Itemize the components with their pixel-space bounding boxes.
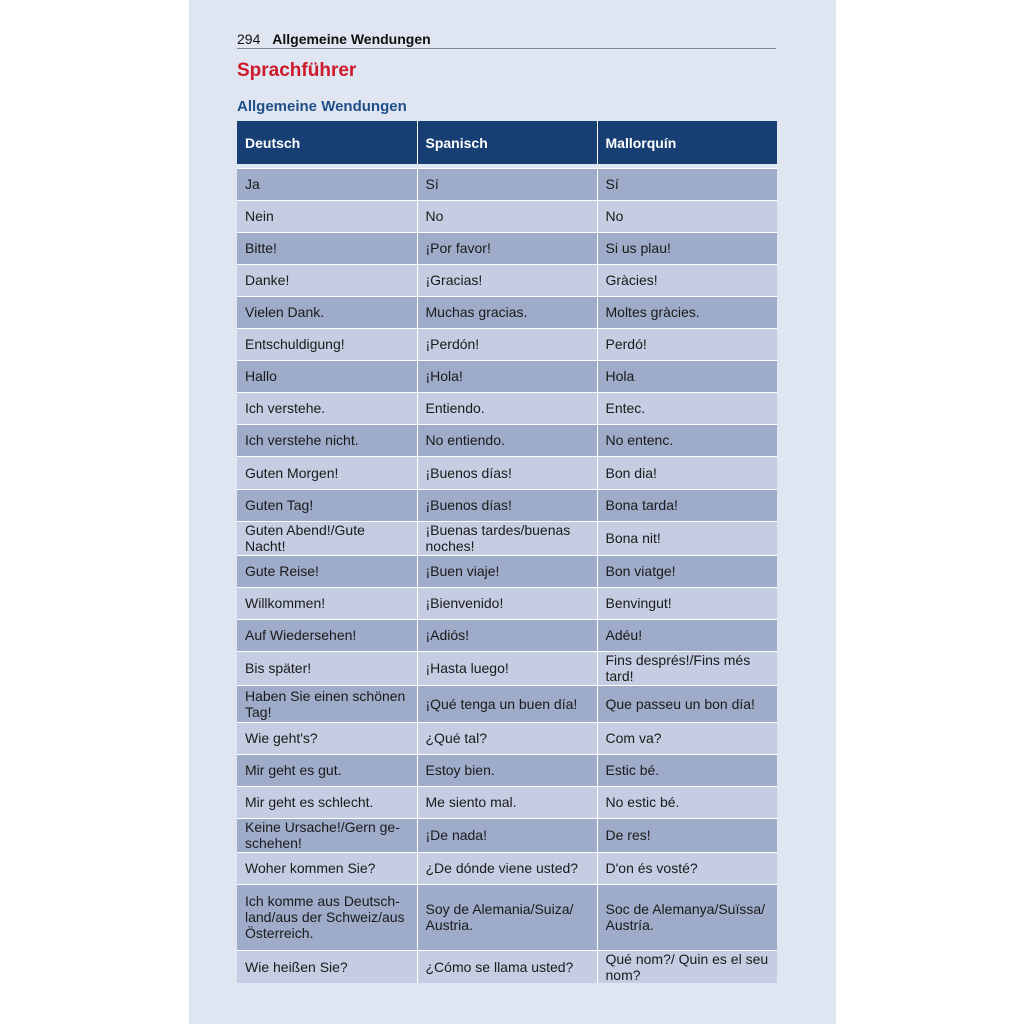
section-title: Sprachführer <box>237 60 357 81</box>
cell-deutsch: Guten Tag! <box>237 489 417 521</box>
cell-spanisch: ¡Hasta luego! <box>417 651 597 685</box>
table-row <box>237 168 777 200</box>
cell-deutsch: Willkommen! <box>237 587 417 619</box>
cell-mallorquin: Sí <box>597 168 777 200</box>
cell-spanisch: Sí <box>417 168 597 200</box>
table-row <box>237 264 777 296</box>
cell-deutsch: Auf Wiedersehen! <box>237 619 417 651</box>
page-number: 294 <box>237 31 261 47</box>
cell-deutsch: Ja <box>237 168 417 200</box>
cell-deutsch: Wie heißen Sie? <box>237 950 417 983</box>
cell-deutsch: Woher kommen Sie? <box>237 852 417 884</box>
cell-deutsch: Mir geht es gut. <box>237 754 417 786</box>
cell-mallorquin: Benvingut! <box>597 587 777 619</box>
table-row <box>237 424 777 456</box>
cell-deutsch: Ich komme aus Deutsch-land/aus der Schweiz/aus Österreich. <box>237 884 417 950</box>
table-row <box>237 392 777 424</box>
cell-deutsch: Wie geht's? <box>237 722 417 754</box>
cell-spanisch: ¡Qué tenga un buen día! <box>417 685 597 722</box>
cell-mallorquin: Que passeu un bon día! <box>597 685 777 722</box>
cell-deutsch: Nein <box>237 200 417 232</box>
table-row <box>237 360 777 392</box>
cell-deutsch: Haben Sie einen schönen Tag! <box>237 685 417 722</box>
cell-deutsch: Hallo <box>237 360 417 392</box>
cell-spanisch: Soy de Alemania/Suiza/ Austria. <box>417 884 597 950</box>
cell-deutsch: Danke! <box>237 264 417 296</box>
cell-mallorquin: Bon viatge! <box>597 555 777 587</box>
cell-spanisch: ¡Por favor! <box>417 232 597 264</box>
cell-deutsch: Gute Reise! <box>237 555 417 587</box>
table-row <box>237 489 777 521</box>
table-row <box>237 950 777 983</box>
phrase-table <box>237 121 777 983</box>
table-row <box>237 884 777 950</box>
cell-mallorquin: Estic bé. <box>597 754 777 786</box>
table-row <box>237 754 777 786</box>
cell-spanisch: Entiendo. <box>417 392 597 424</box>
cell-deutsch: Keine Ursache!/Gern ge-schehen! <box>237 818 417 852</box>
cell-mallorquin: Si us plau! <box>597 232 777 264</box>
table-row <box>237 651 777 685</box>
cell-deutsch: Guten Morgen! <box>237 456 417 489</box>
column-header-deutsch: Deutsch <box>237 121 417 164</box>
cell-spanisch: ¡Hola! <box>417 360 597 392</box>
cell-spanisch: No <box>417 200 597 232</box>
table-row <box>237 296 777 328</box>
cell-spanisch: Estoy bien. <box>417 754 597 786</box>
running-header <box>237 31 776 49</box>
table-body <box>237 164 777 983</box>
cell-mallorquin: D'on és vosté? <box>597 852 777 884</box>
cell-deutsch: Mir geht es schlecht. <box>237 786 417 818</box>
cell-spanisch: ¡Buenos días! <box>417 489 597 521</box>
table-row <box>237 852 777 884</box>
table-row <box>237 456 777 489</box>
running-title: Allgemeine Wendungen <box>272 31 431 47</box>
cell-spanisch: ¡Perdón! <box>417 328 597 360</box>
cell-mallorquin: No <box>597 200 777 232</box>
cell-spanisch: No entiendo. <box>417 424 597 456</box>
cell-spanisch: Me siento mal. <box>417 786 597 818</box>
table-row <box>237 555 777 587</box>
cell-deutsch: Guten Abend!/Gute Nacht! <box>237 521 417 555</box>
cell-mallorquin: Perdó! <box>597 328 777 360</box>
table-row <box>237 587 777 619</box>
column-header-mallorquin: Mallorquín <box>597 121 777 164</box>
cell-mallorquin: Com va? <box>597 722 777 754</box>
subsection-title: Allgemeine Wendungen <box>237 98 407 115</box>
cell-mallorquin: No estic bé. <box>597 786 777 818</box>
table-header-row <box>237 121 777 164</box>
table-row <box>237 521 777 555</box>
table-row <box>237 786 777 818</box>
table-row <box>237 619 777 651</box>
cell-spanisch: ¡Bienvenido! <box>417 587 597 619</box>
cell-mallorquin: Gràcies! <box>597 264 777 296</box>
cell-deutsch: Bitte! <box>237 232 417 264</box>
cell-mallorquin: Soc de Alemanya/Suïssa/ Austría. <box>597 884 777 950</box>
cell-spanisch: ¡De nada! <box>417 818 597 852</box>
cell-mallorquin: Moltes gràcies. <box>597 296 777 328</box>
cell-spanisch: ¡Buen viaje! <box>417 555 597 587</box>
cell-spanisch: ¡Gracias! <box>417 264 597 296</box>
cell-mallorquin: Bona nit! <box>597 521 777 555</box>
table-row <box>237 328 777 360</box>
cell-deutsch: Entschuldigung! <box>237 328 417 360</box>
cell-spanisch: ¿Qué tal? <box>417 722 597 754</box>
table-row <box>237 232 777 264</box>
cell-deutsch: Ich verstehe. <box>237 392 417 424</box>
cell-mallorquin: No entenc. <box>597 424 777 456</box>
cell-mallorquin: Adéu! <box>597 619 777 651</box>
cell-mallorquin: Entec. <box>597 392 777 424</box>
cell-deutsch: Ich verstehe nicht. <box>237 424 417 456</box>
cell-spanisch: ¡Buenas tardes/buenas noches! <box>417 521 597 555</box>
table-row <box>237 722 777 754</box>
cell-deutsch: Bis später! <box>237 651 417 685</box>
table-row <box>237 818 777 852</box>
cell-mallorquin: Fins després!/Fins més tard! <box>597 651 777 685</box>
cell-mallorquin: De res! <box>597 818 777 852</box>
cell-mallorquin: Hola <box>597 360 777 392</box>
cell-spanisch: ¿De dónde viene usted? <box>417 852 597 884</box>
cell-spanisch: Muchas gracias. <box>417 296 597 328</box>
table-row <box>237 685 777 722</box>
table-row <box>237 200 777 232</box>
cell-deutsch: Vielen Dank. <box>237 296 417 328</box>
cell-spanisch: ¡Adiós! <box>417 619 597 651</box>
cell-mallorquin: Bona tarda! <box>597 489 777 521</box>
cell-spanisch: ¡Buenos días! <box>417 456 597 489</box>
cell-mallorquin: Bon dia! <box>597 456 777 489</box>
cell-mallorquin: Qué nom?/ Quin es el seu nom? <box>597 950 777 983</box>
cell-spanisch: ¿Cómo se llama usted? <box>417 950 597 983</box>
column-header-spanisch: Spanisch <box>417 121 597 164</box>
